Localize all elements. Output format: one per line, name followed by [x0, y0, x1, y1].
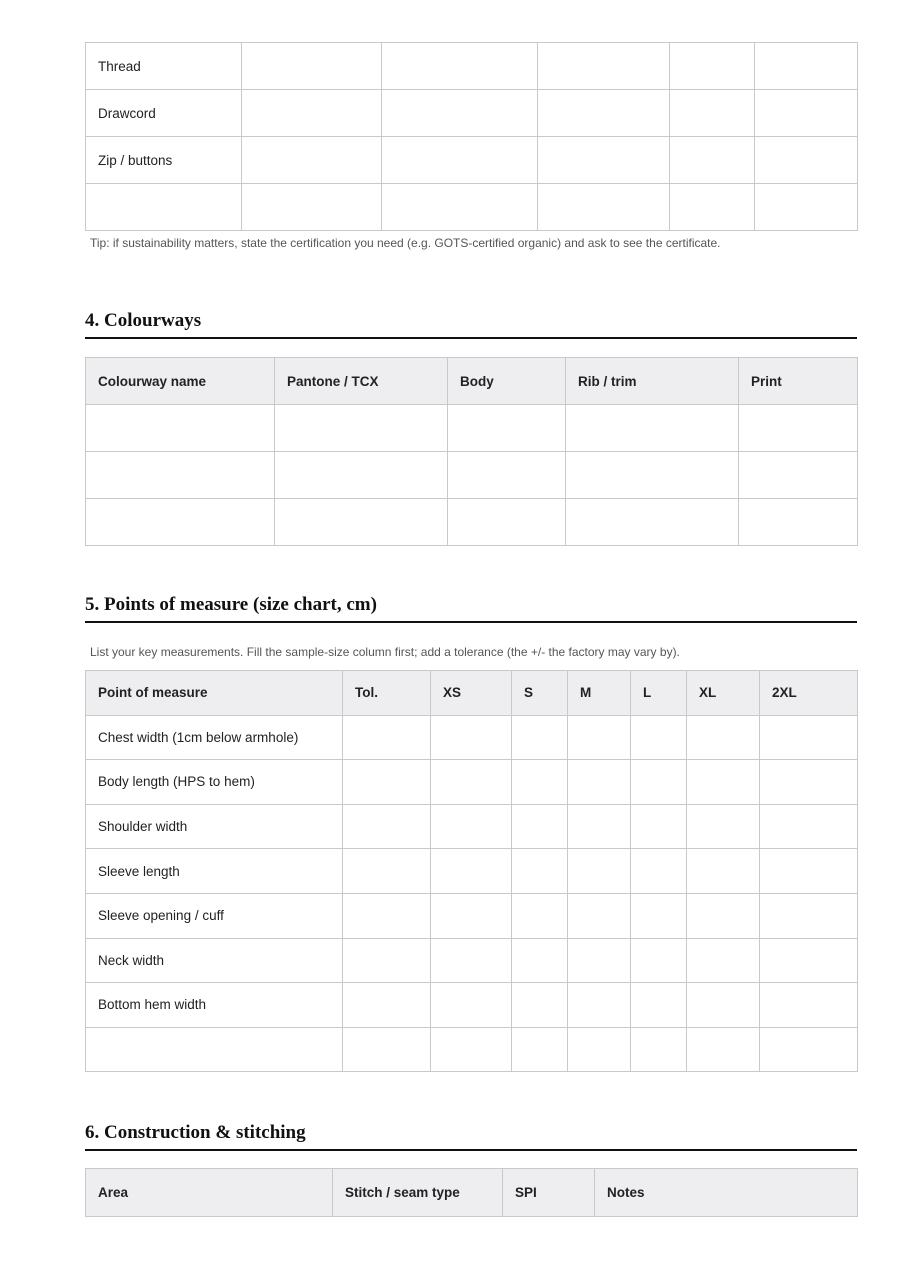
trims-section	[85, 42, 857, 250]
column-header: Colourway name	[86, 358, 275, 405]
trim-label: Drawcord	[86, 90, 242, 137]
table-cell[interactable]	[566, 405, 739, 452]
table-row	[86, 893, 858, 938]
measure-label[interactable]	[86, 1027, 343, 1072]
sustainability-tip: Tip: if sustainability matters, state the certification you need (e.g. GOTS-certified organic) and ask to see the certificate.	[90, 236, 721, 250]
table-cell[interactable]	[86, 499, 275, 546]
table-cell[interactable]	[86, 405, 275, 452]
table-cell[interactable]	[512, 760, 568, 805]
table-cell[interactable]	[755, 184, 858, 231]
table-cell[interactable]	[431, 715, 512, 760]
column-header: Notes	[595, 1169, 858, 1217]
table-cell[interactable]	[631, 1027, 687, 1072]
table-cell[interactable]	[755, 90, 858, 137]
table-cell[interactable]	[382, 137, 538, 184]
colourways-section	[85, 310, 857, 546]
table-cell[interactable]	[382, 43, 538, 90]
section-title: 6. Construction & stitching	[85, 1122, 857, 1151]
colourways-table	[85, 357, 858, 546]
trim-label: Zip / buttons	[86, 137, 242, 184]
table-cell[interactable]	[343, 893, 431, 938]
table-cell[interactable]	[275, 499, 448, 546]
table-row	[86, 760, 858, 805]
measure-label: Chest width (1cm below armhole)	[86, 715, 343, 760]
table-cell[interactable]	[568, 804, 631, 849]
table-cell[interactable]	[760, 760, 858, 805]
table-cell[interactable]	[568, 893, 631, 938]
column-header: Stitch / seam type	[333, 1169, 503, 1217]
table-cell[interactable]	[431, 983, 512, 1028]
table-cell[interactable]	[538, 90, 670, 137]
measure-label: Bottom hem width	[86, 983, 343, 1028]
column-header: Print	[739, 358, 858, 405]
table-cell[interactable]	[739, 452, 858, 499]
table-cell[interactable]	[755, 137, 858, 184]
table-cell[interactable]	[431, 804, 512, 849]
table-cell[interactable]	[343, 760, 431, 805]
table-row	[86, 90, 858, 137]
table-cell[interactable]	[568, 983, 631, 1028]
table-cell[interactable]	[343, 938, 431, 983]
table-row	[86, 452, 858, 499]
table-cell[interactable]	[343, 983, 431, 1028]
section-title: 5. Points of measure (size chart, cm)	[85, 594, 857, 623]
table-cell[interactable]	[631, 715, 687, 760]
table-cell[interactable]	[242, 90, 382, 137]
table-cell[interactable]	[448, 499, 566, 546]
table-cell[interactable]	[760, 1027, 858, 1072]
table-cell[interactable]	[760, 893, 858, 938]
table-row	[86, 983, 858, 1028]
table-row	[86, 184, 858, 231]
column-header: M	[568, 671, 631, 716]
table-cell[interactable]	[538, 43, 670, 90]
table-cell[interactable]	[760, 938, 858, 983]
table-cell[interactable]	[687, 715, 760, 760]
column-header: Tol.	[343, 671, 431, 716]
table-cell[interactable]	[343, 849, 431, 894]
column-header: Body	[448, 358, 566, 405]
table-row	[86, 804, 858, 849]
table-cell[interactable]	[631, 804, 687, 849]
table-row	[86, 715, 858, 760]
table-cell[interactable]	[512, 983, 568, 1028]
measure-label: Neck width	[86, 938, 343, 983]
table-cell[interactable]	[538, 184, 670, 231]
table-cell[interactable]	[431, 760, 512, 805]
table-row	[86, 405, 858, 452]
table-cell[interactable]	[448, 452, 566, 499]
column-header: Rib / trim	[566, 358, 739, 405]
column-header: 2XL	[760, 671, 858, 716]
table-cell[interactable]	[343, 804, 431, 849]
table-cell[interactable]	[343, 1027, 431, 1072]
section-title: 4. Colourways	[85, 310, 857, 339]
table-cell[interactable]	[631, 983, 687, 1028]
table-cell[interactable]	[512, 938, 568, 983]
column-header: Point of measure	[86, 671, 343, 716]
table-cell[interactable]	[687, 760, 760, 805]
table-cell[interactable]	[687, 938, 760, 983]
table-cell[interactable]	[568, 849, 631, 894]
table-cell[interactable]	[687, 893, 760, 938]
table-row	[86, 849, 858, 894]
table-cell[interactable]	[739, 499, 858, 546]
construction-table	[85, 1168, 858, 1217]
table-cell[interactable]	[566, 499, 739, 546]
table-header-row	[86, 671, 858, 716]
table-cell[interactable]	[448, 405, 566, 452]
trims-table	[85, 42, 858, 231]
table-cell[interactable]	[568, 760, 631, 805]
table-cell[interactable]	[687, 1027, 760, 1072]
table-cell[interactable]	[687, 983, 760, 1028]
table-row	[86, 1027, 858, 1072]
table-cell[interactable]	[343, 715, 431, 760]
table-cell[interactable]	[431, 938, 512, 983]
table-cell[interactable]	[568, 1027, 631, 1072]
table-cell[interactable]	[86, 452, 275, 499]
table-cell[interactable]	[512, 893, 568, 938]
table-row	[86, 499, 858, 546]
measure-label: Sleeve opening / cuff	[86, 893, 343, 938]
table-cell[interactable]	[631, 893, 687, 938]
table-cell[interactable]	[760, 849, 858, 894]
table-cell[interactable]	[670, 90, 755, 137]
table-cell[interactable]	[275, 405, 448, 452]
trim-label: Thread	[86, 43, 242, 90]
table-cell[interactable]	[242, 184, 382, 231]
construction-section	[85, 1122, 857, 1217]
table-cell[interactable]	[670, 43, 755, 90]
table-cell[interactable]	[760, 983, 858, 1028]
table-cell[interactable]	[568, 715, 631, 760]
table-cell[interactable]	[687, 804, 760, 849]
table-cell[interactable]	[568, 938, 631, 983]
trim-label[interactable]	[86, 184, 242, 231]
table-cell[interactable]	[242, 137, 382, 184]
column-header: SPI	[503, 1169, 595, 1217]
table-cell[interactable]	[512, 715, 568, 760]
table-cell[interactable]	[538, 137, 670, 184]
table-header-row	[86, 1169, 858, 1217]
table-cell[interactable]	[631, 938, 687, 983]
column-header: XL	[687, 671, 760, 716]
table-cell[interactable]	[431, 849, 512, 894]
measure-label: Shoulder width	[86, 804, 343, 849]
table-row	[86, 43, 858, 90]
table-cell[interactable]	[431, 1027, 512, 1072]
column-header: L	[631, 671, 687, 716]
table-cell[interactable]	[687, 849, 760, 894]
table-header-row	[86, 358, 858, 405]
column-header: XS	[431, 671, 512, 716]
table-cell[interactable]	[631, 760, 687, 805]
table-cell[interactable]	[512, 804, 568, 849]
size-chart-table	[85, 670, 858, 1072]
column-header: S	[512, 671, 568, 716]
table-cell[interactable]	[512, 1027, 568, 1072]
table-cell[interactable]	[670, 184, 755, 231]
table-cell[interactable]	[512, 849, 568, 894]
table-cell[interactable]	[382, 90, 538, 137]
table-cell[interactable]	[382, 184, 538, 231]
table-row	[86, 938, 858, 983]
measure-label: Sleeve length	[86, 849, 343, 894]
table-cell[interactable]	[760, 804, 858, 849]
table-cell[interactable]	[275, 452, 448, 499]
table-cell[interactable]	[670, 137, 755, 184]
table-cell[interactable]	[242, 43, 382, 90]
table-cell[interactable]	[566, 452, 739, 499]
table-cell[interactable]	[739, 405, 858, 452]
table-cell[interactable]	[431, 893, 512, 938]
column-header: Area	[86, 1169, 333, 1217]
column-header: Pantone / TCX	[275, 358, 448, 405]
table-row	[86, 137, 858, 184]
measure-intro: List your key measurements. Fill the sample-size column first; add a tolerance (the +/- the factory may vary by).	[90, 645, 680, 659]
points-of-measure-section	[85, 594, 857, 1072]
table-cell[interactable]	[755, 43, 858, 90]
table-cell[interactable]	[631, 849, 687, 894]
measure-label: Body length (HPS to hem)	[86, 760, 343, 805]
table-cell[interactable]	[760, 715, 858, 760]
